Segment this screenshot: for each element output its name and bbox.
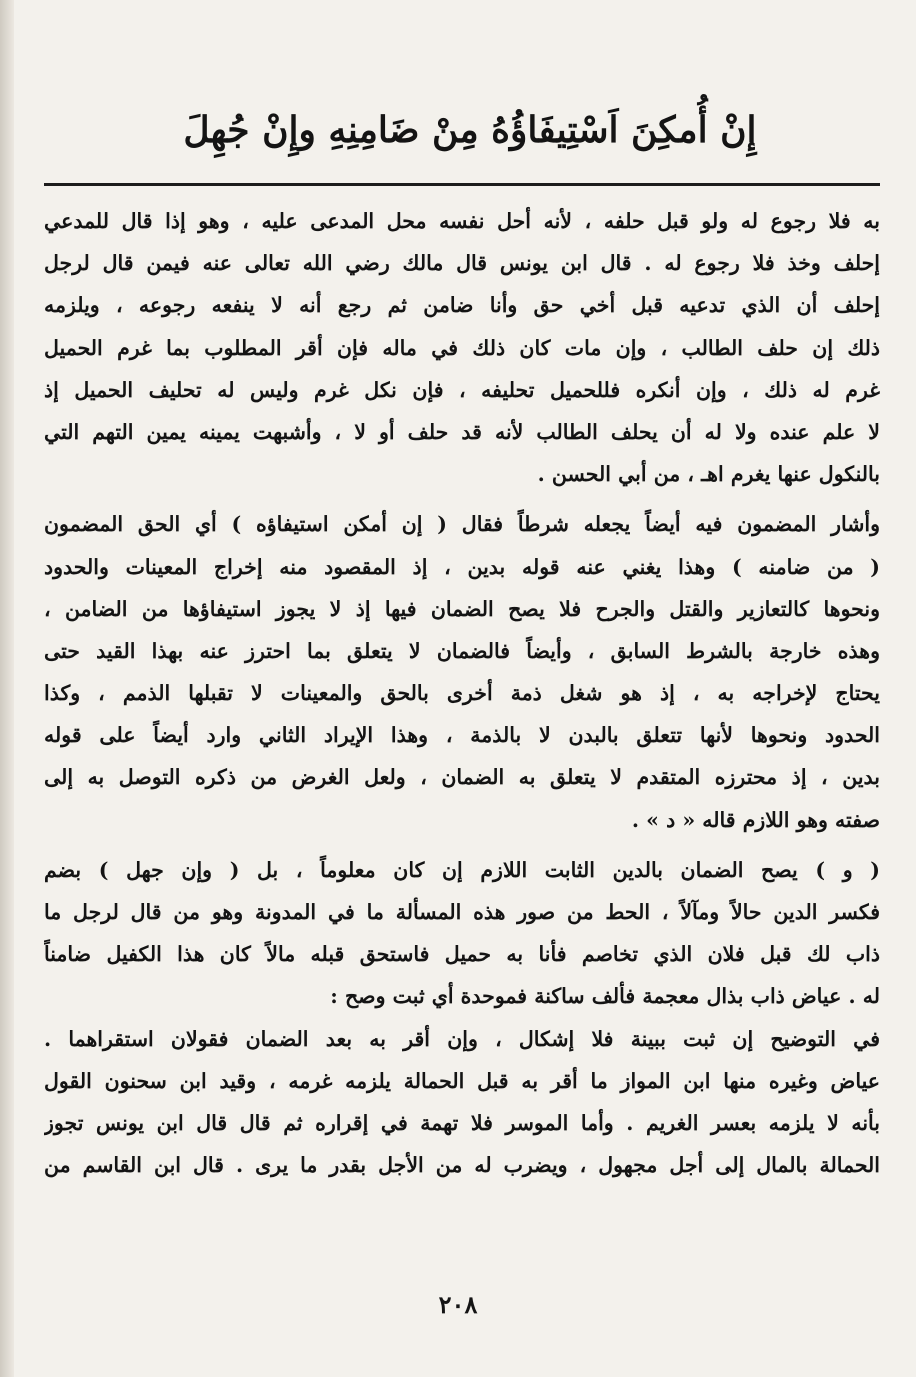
text-line: ( و ) يصح الضمان بالدين الثابت اللازم إن كان معلوماً ، بل ( وإن جهل ) بضم	[44, 857, 880, 882]
text-line: يحتاج لإخراجه به ، إذ هو شغل ذمة أخرى بالحق والمعينات لا تقبلها الذمم ، وكذا	[44, 681, 880, 706]
text-line: ونحوها كالتعازير والقتل والجرح فلا يصح الضمان فيها إذ لا يجوز استيفاؤها من الضامن ،	[44, 596, 880, 621]
page-binding-edge	[0, 0, 14, 1377]
text-line: لا علم عنده ولا له أن يحلف الطالب لأنه قد حلف أو لا ، وأشبهت يمينه يمين التهم التي	[44, 419, 880, 444]
text-line: غرم له ذلك ، وإن أنكره فللحميل تحليفه ، فإن نكل غرم وليس له تحليف الحميل إذ	[44, 377, 880, 402]
text-line: في التوضيح إن ثبت ببينة فلا إشكال ، وإن أقر به بعد الضمان فقولان استقراهما .	[44, 1026, 880, 1051]
text-line: عياض وغيره منها ابن المواز ما أقر به قبل الحمالة يلزمه غرمه ، وقيد ابن سحنون القول	[44, 1068, 880, 1093]
paragraph-3	[44, 849, 880, 1018]
text-line: له . عياض ذاب بذال معجمة فألف ساكنة فموحدة أي ثبت وصح :	[330, 984, 880, 1009]
paragraph-2	[44, 503, 880, 841]
paragraph-gap	[44, 841, 880, 849]
text-line: إحلف أن الذي تدعيه قبل أخي حق وأنا ضامن ثم رجع أنه لا ينفعه رجوعه ، ويلزمه	[44, 293, 880, 318]
text-line: ذلك إن حلف الطالب ، وإن مات كان ذلك في ماله فإن أقر المطلوب بما غرم الحميل	[44, 335, 880, 360]
text-line: ذاب لك قبل فلان الذي تخاصم فأنا به حميل فاستحق قبله مالاً كان هذا الكفيل ضامناً	[44, 942, 880, 967]
text-line: الحدود ونحوها لأنها تتعلق بالبدن لا بالذمة ، وهذا الإيراد الثاني وارد أيضاً على قوله	[44, 723, 880, 748]
header-divider	[44, 183, 880, 186]
paragraph-4	[44, 1018, 880, 1187]
text-line: بدين ، إذ محترزه المتقدم لا يتعلق به الضمان ، ولعل الغرض من ذكره التوصل به إلى	[44, 765, 880, 790]
text-line: ( من ضامنه ) وهذا يغني عنه قوله بدين ، إذ المقصود منه إخراج المعينات والحدود	[44, 554, 880, 579]
text-line: صفته وهو اللازم قاله « د » .	[631, 807, 880, 832]
text-line: بأنه لا يلزمه بعسر الغريم . وأما الموسر فلا تهمة في إقراره ثم قال قال ابن يونس تجوز	[44, 1110, 880, 1135]
text-line: بالنكول عنها يغرم اهـ ، من أبي الحسن .	[537, 462, 880, 487]
text-line: الحمالة بالمال إلى أجل مجهول ، ويضرب له من الأجل بقدر ما يرى . قال ابن القاسم من	[44, 1153, 880, 1178]
text-line: وأشار المضمون فيه أيضاً يجعله شرطاً فقال ( إن أمكن استيفاؤه ) أي الحق المضمون	[44, 512, 880, 537]
text-line: وهذه خارجة بالشرط السابق ، وأيضاً فالضمان لا يتعلق بما احترز عنه بهذا القيد حتى	[44, 638, 880, 663]
text-line: به فلا رجوع له ولو قبل حلفه ، لأنه أحل نفسه محل المدعى عليه ، وهو إذا قال للمدعي	[44, 209, 880, 233]
page-title: إِنْ أُمكِنَ اَسْتِيفَاؤُهُ مِنْ ضَامِنِهِ وإِنْ جُهِلَ	[183, 109, 757, 151]
paragraph-1	[44, 200, 880, 495]
paragraph-gap	[44, 495, 880, 503]
text-line: إحلف وخذ فلا رجوع له . قال ابن يونس قال مالك رضي الله تعالى عنه فيمن قال لرجل	[44, 251, 880, 276]
main-text	[44, 200, 880, 1186]
page-number: ٢٠٨	[438, 1290, 478, 1319]
text-line: فكسر الدين حالاً ومآلاً ، الحط من صور هذه المسألة ما في المدونة وهو من قال لرجل ما	[44, 900, 880, 924]
